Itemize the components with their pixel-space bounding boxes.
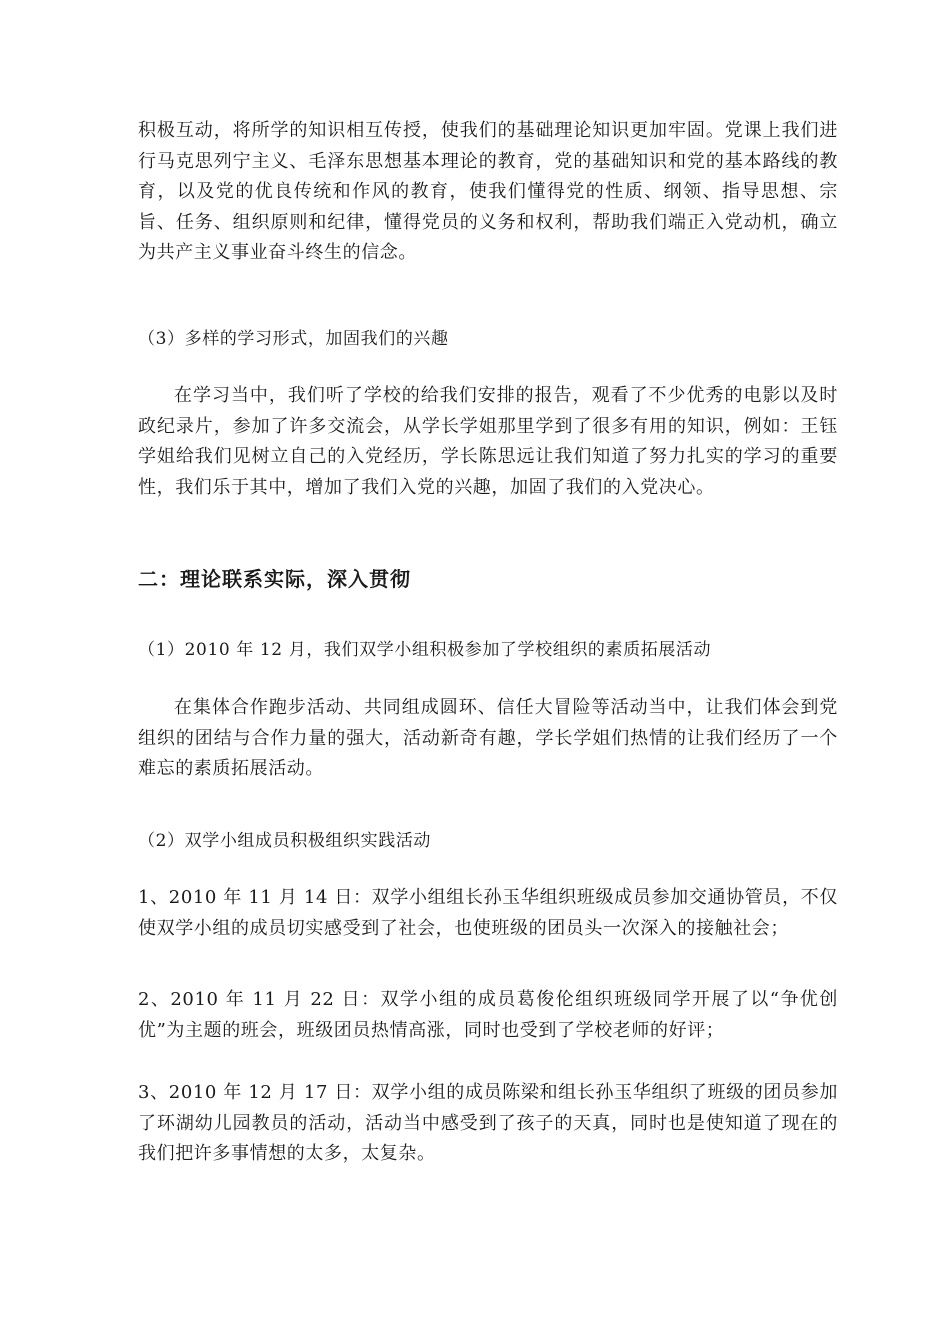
section-heading-practice: 二：理论联系实际，深入贯彻 [138, 567, 411, 591]
paragraph-party-class: 积极互动，将所学的知识相互传授，使我们的基础理论知识更加牢固。党课上我们进行马克思列宁主义、毛泽东思想基本理论的教育，党的基础知识和党的基本路线的教育，以及党的优良传统和作风的教育，使我们懂得党的性质、纲领、指导思想、宗旨、任务、组织原则和纪律，懂得党员的义务和权利，帮助我们端正入党动机，确立为共产主义事业奋斗终生的信念。 [138, 120, 838, 263]
paragraph-expansion-detail: 在集体合作跑步活动、共同组成圆环、信任大冒险等活动当中，让我们体会到党组织的团结与合作力量的强大，活动新奇有趣，学长学姐们热情的让我们经历了一个难忘的素质拓展活动。 [138, 697, 838, 779]
subheading-learning-forms: （3）多样的学习形式，加固我们的兴趣 [138, 329, 449, 349]
list-item-3: 3、2010 年 12 月 17 日：双学小组的成员陈梁和组长孙玉华组织了班级的团员参加了环湖幼儿园教员的活动，活动当中感受到了孩子的天真，同时也是使知道了现在的我们把许多事情想的太多，太复杂。 [138, 1082, 838, 1164]
subheading-practice-activities: （2）双学小组成员积极组织实践活动 [138, 831, 432, 851]
list-item-1: 1、2010 年 11 月 14 日：双学小组组长孙玉华组织班级成员参加交通协管员，不仅使双学小组的成员切实感受到了社会，也使班级的团员头一次深入的接触社会； [138, 887, 838, 939]
subheading-expansion-activity: （1）2010 年 12 月，我们双学小组积极参加了学校组织的素质拓展活动 [138, 640, 712, 660]
list-item-2: 2、2010 年 11 月 22 日：双学小组的成员葛俊伦组织班级同学开展了以“争优创优”为主题的班会，班级团员热情高涨，同时也受到了学校老师的好评； [138, 989, 838, 1041]
paragraph-learning-activities: 在学习当中，我们听了学校的给我们安排的报告，观看了不少优秀的电影以及时政纪录片，参加了许多交流会，从学长学姐那里学到了很多有用的知识，例如：王钰学姐给我们见树立自己的入党经历，学长陈思远让我们知道了努力扎实的学习的重要性，我们乐于其中，增加了我们入党的兴趣，加固了我们的入党决心。 [138, 385, 838, 498]
